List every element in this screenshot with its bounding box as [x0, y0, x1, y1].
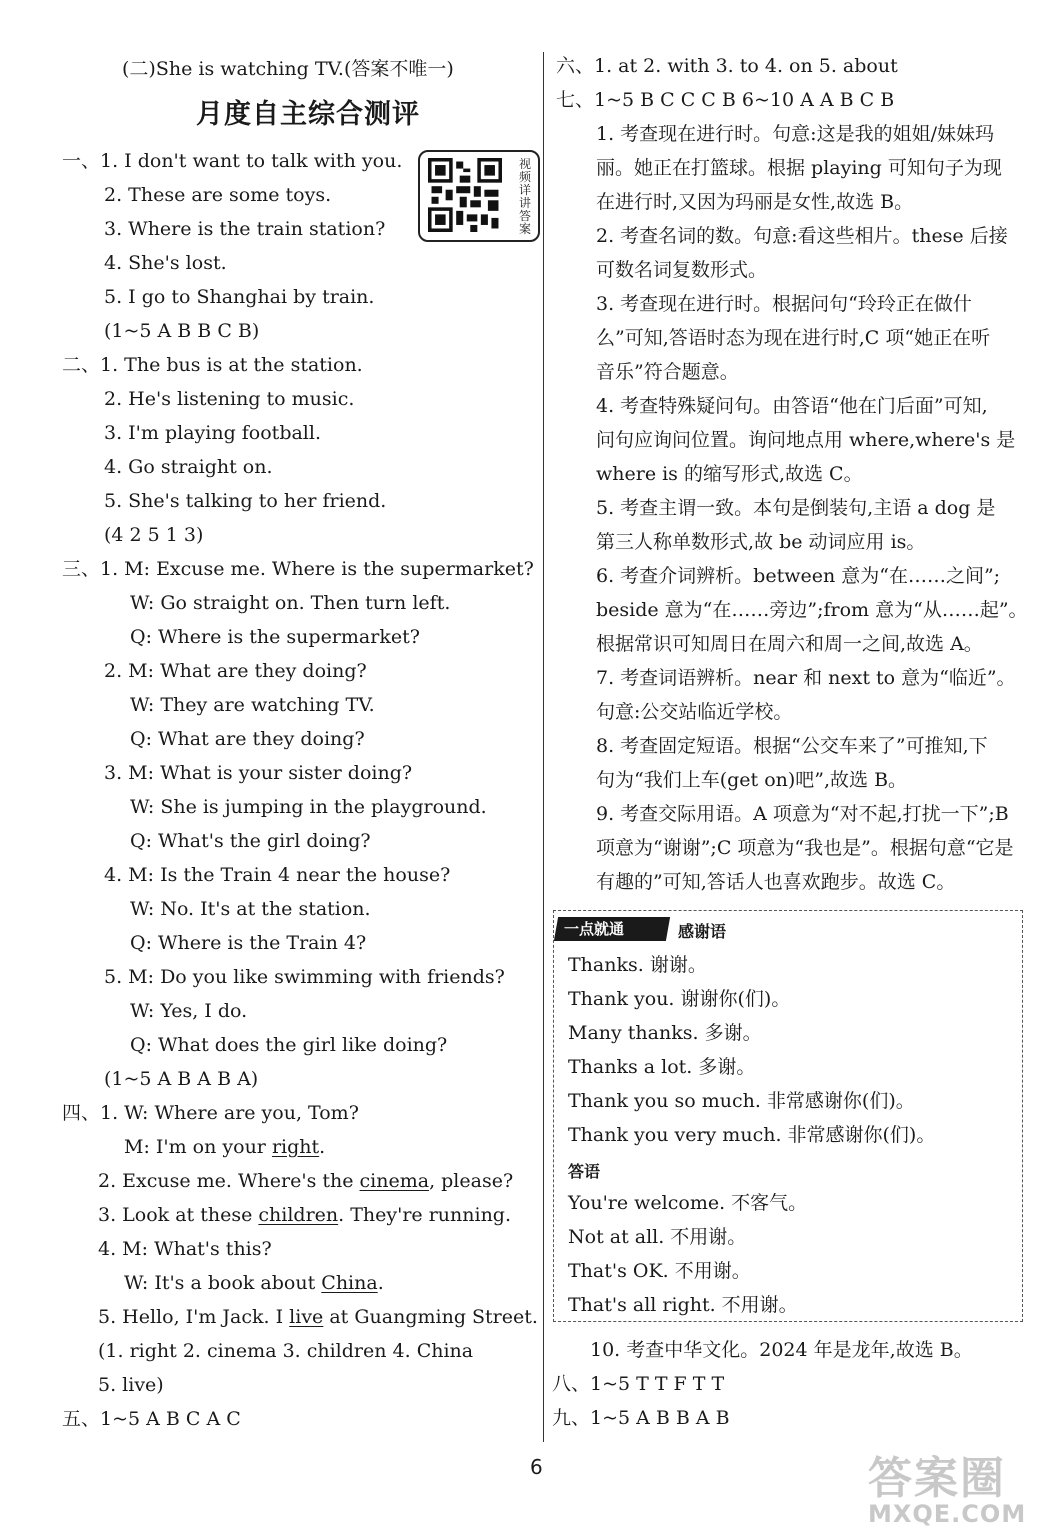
s3-line: Q: What are they doing? [130, 728, 365, 750]
tip-line: Many thanks. 多谢。 [568, 1022, 762, 1044]
s2-answer: (4 2 5 1 3) [104, 524, 204, 546]
s7-line: 7. 考查词语辨析。near 和 next to 意为“临近”。 [596, 667, 1016, 689]
s4-line: 3. Look at these children. They're running. [98, 1204, 512, 1226]
s7-q10: 10. 考查中华文化。2024 年是龙年,故选 B。 [590, 1339, 973, 1361]
reply-heading: 答语 [568, 1162, 601, 1181]
underlined-answer: China [321, 1272, 378, 1294]
section-9: 九、1~5 A B B A B [552, 1407, 730, 1429]
s3-line: W: Yes, I do. [130, 1000, 248, 1022]
s4-answer: 5. live) [98, 1374, 164, 1396]
tip-line: Thanks a lot. 多谢。 [568, 1056, 756, 1078]
tip-line: Thank you very much. 非常感谢你(们)。 [568, 1124, 936, 1146]
tip-heading: 感谢语 [678, 922, 727, 941]
s7-line: 5. 考查主谓一致。本句是倒装句,主语 a dog 是 [596, 497, 996, 519]
page-number: 6 [530, 1455, 543, 1479]
s3-line: W: No. It's at the station. [130, 898, 371, 920]
s4-line: 5. Hello, I'm Jack. I live at Guangming Street. [98, 1306, 538, 1328]
s7-line: 可数名词复数形式。 [596, 259, 768, 281]
s4-line: 4. M: What's this? [98, 1238, 272, 1260]
s3-line: W: Go straight on. Then turn left. [130, 592, 451, 614]
qr-caption: 视频详讲答案 [518, 157, 531, 236]
s7-line: 项意为“谢谢”;C 项意为“我也是”。根据句意“它是 [596, 837, 1014, 859]
qr-code[interactable] [418, 150, 540, 242]
s7-line: 6. 考查介词辨析。between 意为“在……之间”; [596, 565, 1001, 587]
tip-badge: 一点就通 [554, 917, 670, 941]
s7-line: 句为“我们上车(get on)吧”,故选 B。 [596, 769, 908, 791]
s4-line: W: It's a book about China. [124, 1272, 384, 1294]
s7-line: beside 意为“在……旁边”;from 意为“从……起”。 [596, 599, 1028, 621]
s3-line: Q: Where is the Train 4? [130, 932, 367, 954]
s7-line: 句意:公交站临近学校。 [596, 701, 793, 723]
s2-line: 3. I'm playing football. [104, 422, 321, 444]
tip-line: Not at all. 不用谢。 [568, 1226, 747, 1248]
s3-line: W: They are watching TV. [130, 694, 375, 716]
s3-line: Q: Where is the supermarket? [130, 626, 420, 648]
s7-line: 8. 考查固定短语。根据“公交车来了”可推知,下 [596, 735, 988, 757]
s2-line: 4. Go straight on. [104, 456, 273, 478]
tip-line: Thanks. 谢谢。 [568, 954, 707, 976]
tip-line: Thank you so much. 非常感谢你(们)。 [568, 1090, 915, 1112]
s3-answer: (1~5 A B A B A) [104, 1068, 259, 1090]
page-title: 月度自主综合测评 [196, 99, 420, 130]
s3-line: 5. M: Do you like swimming with friends? [104, 966, 505, 988]
section-8: 八、1~5 T T F T T [552, 1373, 725, 1395]
underlined-answer: children [258, 1204, 339, 1226]
s3-line: 三、1. M: Excuse me. Where is the supermarket? [62, 558, 534, 580]
watermark-url: MXQE.COM [868, 1500, 1027, 1528]
s7-line: 么”可知,答语时态为现在进行时,C 项“她正在听 [596, 327, 991, 349]
s4-line: 2. Excuse me. Where's the cinema, please? [98, 1170, 514, 1192]
underlined-answer: right [271, 1136, 320, 1158]
tip-box [553, 910, 1023, 1322]
underlined-answer: live [289, 1306, 324, 1328]
s7-line: 在进行时,又因为玛丽是女性,故选 B。 [596, 191, 914, 213]
s4-line: M: I'm on your right. [124, 1136, 326, 1158]
s7-line: 有趣的”可知,答话人也喜欢跑步。故选 C。 [596, 871, 956, 893]
watermark-logo: 答案圈 [868, 1453, 1006, 1504]
s4-line: 四、1. W: Where are you, Tom? [62, 1102, 359, 1124]
s1-line: 5. I go to Shanghai by train. [104, 286, 375, 308]
s7-line: where is 的缩写形式,故选 C。 [596, 463, 863, 485]
s3-line: Q: What's the girl doing? [130, 830, 371, 852]
s2-line: 5. She's talking to her friend. [104, 490, 387, 512]
section-6: 六、1. at 2. with 3. to 4. on 5. about [556, 55, 898, 77]
s7-line: 9. 考查交际用语。A 项意为“对不起,打扰一下”;B [596, 803, 1009, 825]
qr-code-icon [428, 158, 502, 232]
s2-line: 2. He's listening to music. [104, 388, 355, 410]
s7-line: 音乐”符合题意。 [596, 361, 739, 383]
s1-line: 4. She's lost. [104, 252, 227, 274]
s7-line: 2. 考查名词的数。句意:看这些相片。these 后接 [596, 225, 1008, 247]
s1-line: 3. Where is the train station? [104, 218, 386, 240]
tip-line: That's all right. 不用谢。 [568, 1294, 798, 1316]
s2-line: 二、1. The bus is at the station. [62, 354, 363, 376]
s3-line: 3. M: What is your sister doing? [104, 762, 413, 784]
s7-line: 3. 考查现在进行时。根据问句“玲玲正在做什 [596, 293, 972, 315]
tip-line: That's OK. 不用谢。 [568, 1260, 751, 1282]
s3-line: 2. M: What are they doing? [104, 660, 367, 682]
header-note: (二)She is watching TV.(答案不唯一) [122, 58, 454, 80]
s1-answer: (1~5 A B B C B) [104, 320, 260, 342]
s7-line: 丽。她正在打篮球。根据 playing 可知句子为现 [596, 157, 1002, 179]
s7-line: 根据常识可知周日在周六和周一之间,故选 A。 [596, 633, 983, 655]
tip-line: Thank you. 谢谢你(们)。 [568, 988, 791, 1010]
section-5: 五、1~5 A B C A C [62, 1408, 241, 1430]
tip-line: You're welcome. 不客气。 [568, 1192, 808, 1214]
s7-line: 问句应询问位置。询问地点用 where,where's 是 [596, 429, 1016, 451]
s3-line: W: She is jumping in the playground. [130, 796, 487, 818]
watermark [868, 1442, 1038, 1528]
s4-answer: (1. right 2. cinema 3. children 4. China [98, 1340, 474, 1362]
s3-line: Q: What does the girl like doing? [130, 1034, 448, 1056]
s7-line: 第三人称单数形式,故 be 动词应用 is。 [596, 531, 926, 553]
column-divider [543, 52, 544, 1442]
s1-line: 一、1. I don't want to talk with you. [62, 150, 403, 172]
s7-head: 七、1~5 B C C C B 6~10 A A B C B [556, 89, 895, 111]
s3-line: 4. M: Is the Train 4 near the house? [104, 864, 451, 886]
s7-line: 1. 考查现在进行时。句意:这是我的姐姐/妹妹玛 [596, 123, 994, 145]
s7-line: 4. 考查特殊疑问句。由答语“他在门后面”可知, [596, 395, 988, 417]
underlined-answer: cinema [359, 1170, 430, 1192]
s1-line: 2. These are some toys. [104, 184, 332, 206]
